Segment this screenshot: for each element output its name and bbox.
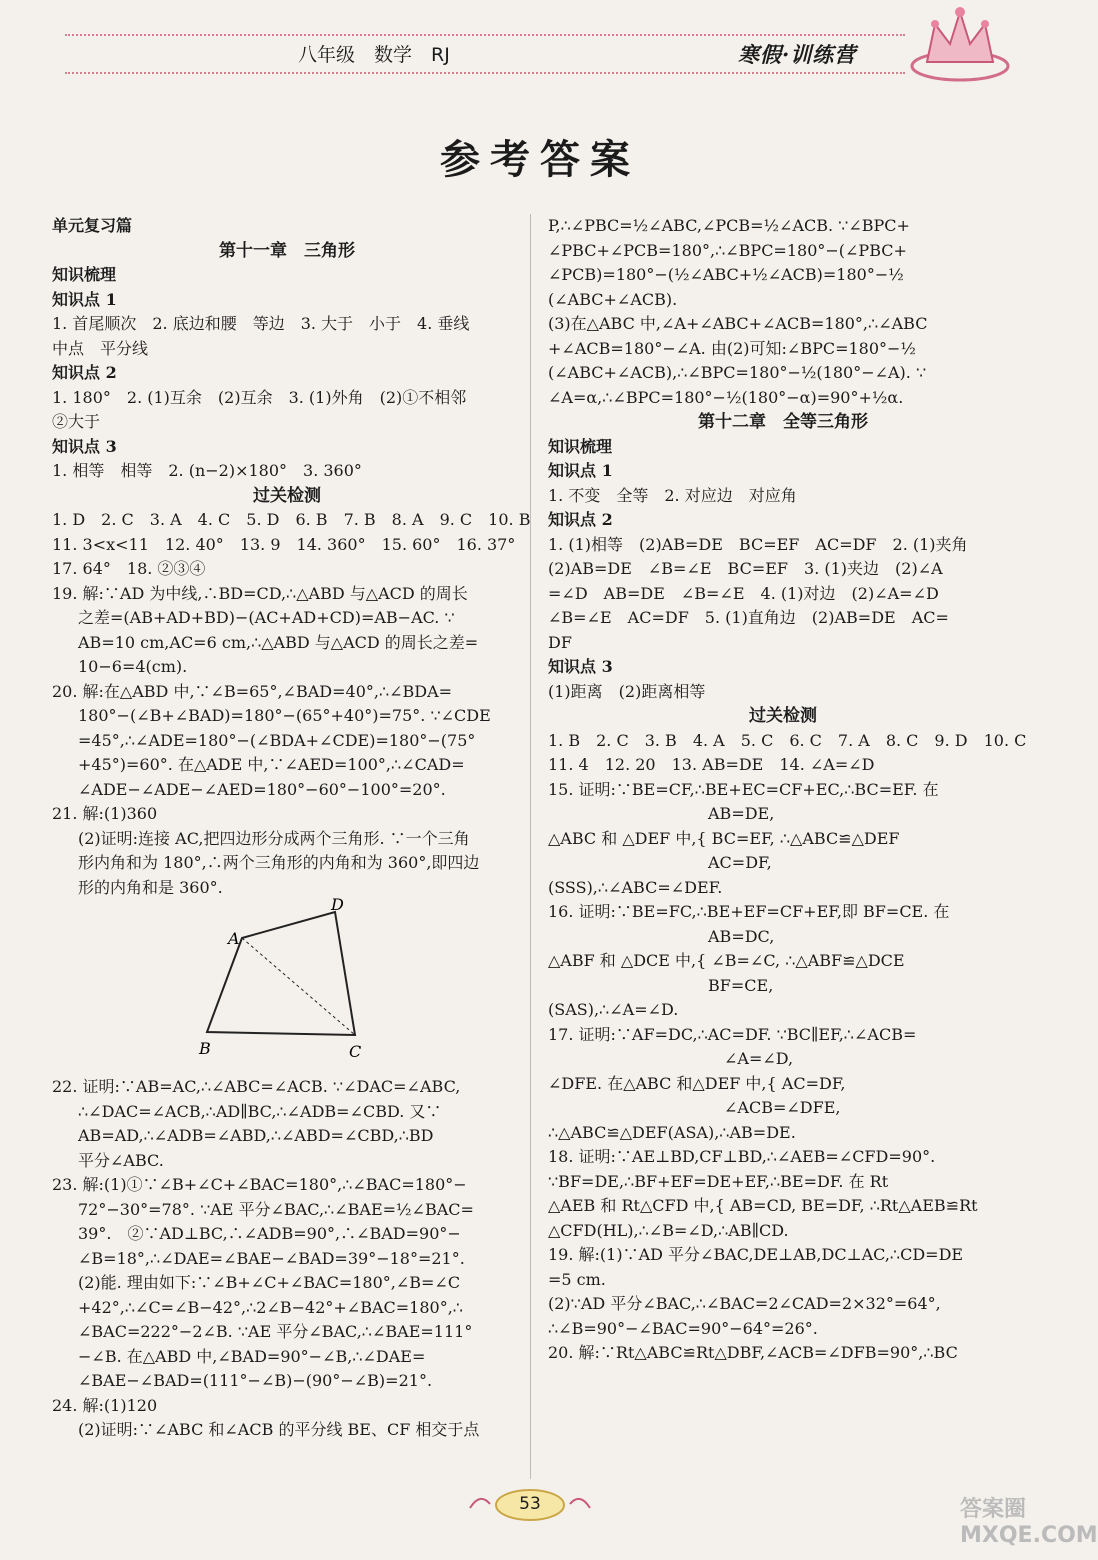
answer-line: ∠BAC=222°−2∠B. ∵AE 平分∠BAC,∴∠BAE=111° (78, 1322, 473, 1341)
answer-line: ∠DFE. 在△ABC 和△DEF 中,{ AC=DF, (548, 1073, 846, 1093)
answer-line: (1)距离 (2)距离相等 (548, 681, 706, 701)
page-title: 参考答案 (440, 136, 640, 183)
answer-line: =45°,∴∠ADE=180°−(∠BDA+∠CDE)=180°−(75° (78, 730, 476, 750)
answer-line: −∠B. 在△ABD 中,∠BAD=90°−∠B,∴∠DAE= (78, 1346, 426, 1366)
answer-line: ∠A=α,∴∠BPC=180°−½(180°−α)=90°+½α. (548, 387, 904, 407)
answer-line: BF=CE, (548, 975, 774, 995)
answer-line: 1. 相等 相等 2. (n−2)×180° 3. 360° (52, 461, 362, 480)
page-number: 53 (519, 1494, 541, 1514)
answer-line: 1. B 2. C 3. B 4. A 5. C 6. C 7. A 8. C 9. D 10. C (548, 730, 1027, 750)
answer-line: ∠PCB)=180°−(½∠ABC+½∠ACB)=180°−½ (548, 265, 904, 284)
answer-line: 知识点 2 (548, 510, 613, 529)
answer-line: 中点 平分线 (52, 338, 149, 358)
answer-line: ∠B=18°,∴∠DAE=∠BAE−∠BAD=39°−18°=21°. (78, 1248, 465, 1268)
watermark-text: 答案圈 MXQE.COM (960, 1497, 1098, 1548)
answer-line: +45°)=60°. 在△ADE 中,∵∠AED=100°,∴∠CAD= (78, 755, 465, 774)
answer-line: =∠D AB=DE ∠B=∠E 4. (1)对边 (2)∠A=∠D (548, 583, 939, 603)
answer-line: 知识点 1 (52, 289, 117, 309)
answer-line: ∴∠DAC=∠ACB,∴AD∥BC,∴∠ADB=∠CBD. 又∵ (78, 1101, 442, 1121)
answer-line: △ABC 和 △DEF 中,{ BC=EF, ∴△ABC≌△DEF (548, 828, 900, 848)
answer-line: 知识点 1 (548, 461, 613, 480)
answer-line: 24. 解:(1)120 (52, 1395, 158, 1415)
answer-line: 18. 证明:∵AE⊥BD,CF⊥BD,∴∠AEB=∠CFD=90°. (548, 1147, 936, 1166)
answer-line: ∴∠B=90°−∠BAC=90°−64°=26°. (548, 1318, 818, 1338)
header-dotted-line (65, 34, 905, 36)
answer-line: 15. 证明:∵BE=CF,∴BE+EC=CF+EC,∴BC=EF. 在 (548, 779, 939, 799)
right-column (548, 214, 1027, 1366)
answer-line: ∠A=∠D, (548, 1049, 794, 1068)
answer-line: 17. 证明:∵AF=DC,∴AC=DF. ∵BC∥EF,∴∠ACB= (548, 1024, 917, 1044)
answer-line: 39°. ②∵AD⊥BC,∴∠ADB=90°,∴∠BAD=90°− (78, 1224, 461, 1243)
answer-line: 17. 64° 18. ②③④ (52, 559, 206, 578)
answer-line: (2)AB=DE ∠B=∠E BC=EF 3. (1)夹边 (2)∠A (548, 559, 943, 578)
answer-line: 第十一章 三角形 (219, 240, 355, 261)
diagonal-ac (242, 938, 355, 1035)
answer-line: AC=DF, (548, 853, 772, 872)
answer-line: 11. 3<x<11 12. 40° 13. 9 14. 360° 15. 60° 16. 37° (52, 534, 516, 554)
vertex-label-c: C (349, 1042, 362, 1061)
vertex-label-a: A (228, 929, 240, 948)
answer-line: (2)∵AD 平分∠BAC,∴∠BAC=2∠CAD=2×32°=64°, (548, 1294, 941, 1313)
answer-line: (SAS),∴∠A=∠D. (548, 1000, 679, 1019)
answer-line: 20. 解:∵Rt△ABC≌Rt△DBF,∠ACB=∠DFB=90°,∴BC (548, 1343, 958, 1362)
answer-line: 知识点 2 (52, 363, 117, 382)
answer-line: 单元复习篇 (52, 216, 133, 235)
answer-line: +∠ACB=180°−∠A. 由(2)可知:∠BPC=180°−½ (548, 338, 916, 358)
answer-line: 16. 证明:∵BE=FC,∴BE+EF=CF+EF,即 BF=CE. 在 (548, 902, 950, 921)
answer-line: 过关检测 (253, 485, 321, 506)
page-header (0, 0, 1080, 95)
left-column (52, 214, 531, 1443)
quadrilateral-figure (52, 895, 522, 1075)
answer-line: AB=DE, (548, 804, 775, 823)
answer-line: 21. 解:(1)360 (52, 804, 158, 823)
answer-line: (2)能. 理由如下:∵∠B+∠C+∠BAC=180°,∠B=∠C (78, 1273, 461, 1292)
answer-line: (∠ABC+∠ACB). (548, 289, 678, 309)
answer-line: 形的内角和是 360°. (78, 877, 223, 897)
answer-line: 知识点 3 (548, 657, 613, 676)
vertex-label-b: B (199, 1039, 211, 1058)
answer-line: 平分∠ABC. (78, 1150, 164, 1170)
answer-line: (2)证明:连接 AC,把四边形分成两个三角形. ∵一个三角 (78, 828, 470, 848)
answer-line: 1. 不变 全等 2. 对应边 对应角 (548, 485, 797, 505)
answer-line: ②大于 (52, 412, 101, 431)
answer-line: ∠BAE−∠BAD=(111°−∠B)−(90°−∠B)=21°. (78, 1371, 433, 1390)
answer-line: +42°,∴∠C=∠B−42°,∴2∠B−42°+∠BAC=180°,∴ (78, 1297, 463, 1317)
answer-line: AB=10 cm,AC=6 cm,∴△ABD 与△ACD 的周长之差= (78, 632, 479, 652)
answer-line: P,∴∠PBC=½∠ABC,∠PCB=½∠ACB. ∵∠BPC+ (548, 216, 910, 235)
answer-line: △CFD(HL),∴∠B=∠D,∴AB∥CD. (548, 1220, 789, 1240)
answer-line: ∴△ABC≌△DEF(ASA),∴AB=DE. (548, 1122, 796, 1142)
answer-line: 1. D 2. C 3. A 4. C 5. D 6. B 7. B 8. A 9. C 10. B (52, 510, 531, 529)
column-divider (530, 214, 531, 1479)
answer-line: (∠ABC+∠ACB),∴∠BPC=180°−½(180°−∠A). ∵ (548, 363, 927, 382)
header-dotted-line (65, 72, 905, 74)
answer-line: ∠ACB=∠DFE, (548, 1098, 841, 1117)
vertex-label-d: D (331, 895, 344, 914)
answer-line: 72°−30°=78°. ∵AE 平分∠BAC,∴∠BAE=½∠BAC= (78, 1199, 474, 1219)
answer-line: △AEB 和 Rt△CFD 中,{ AB=CD, BE=DF, ∴Rt△AEB≌Rt (548, 1196, 978, 1215)
answer-line: AB=DC, (548, 926, 775, 946)
answer-line: 1. (1)相等 (2)AB=DE BC=EF AC=DF 2. (1)夹角 (548, 534, 968, 554)
header-grade-subject: 八年级 数学 RJ (298, 44, 450, 66)
answer-line: (2)证明:∵∠ABC 和∠ACB 的平分线 BE、CF 相交于点 (78, 1420, 480, 1439)
crown-logo-icon (905, 2, 1015, 90)
answer-line: 22. 证明:∵AB=AC,∴∠ABC=∠ACB. ∵∠DAC=∠ABC, (52, 1077, 461, 1096)
answer-line: 之差=(AB+AD+BD)−(AC+AD+CD)=AB−AC. ∵ (78, 608, 455, 627)
answer-line: 180°−(∠B+∠BAD)=180°−(65°+40°)=75°. ∵∠CDE (78, 706, 491, 725)
answer-line: DF (548, 632, 572, 652)
answer-line: 知识梳理 (52, 265, 117, 284)
answer-line: 形内角和为 180°,∴两个三角形的内角和为 360°,即四边 (78, 853, 480, 872)
header-series-title: 寒假·训练营 (738, 42, 857, 67)
answer-line: ∠ADE−∠ADE−∠AED=180°−60°−100°=20°. (78, 779, 446, 799)
answer-line: 10−6=4(cm). (78, 657, 188, 676)
answer-line: 知识点 3 (52, 436, 117, 456)
answer-line: 20. 解:在△ABD 中,∵∠B=65°,∠BAD=40°,∴∠BDA= (52, 681, 453, 701)
answer-line: (3)在△ABC 中,∠A+∠ABC+∠ACB=180°,∴∠ABC (548, 314, 928, 333)
answer-line: 23. 解:(1)①∵∠B+∠C+∠BAC=180°,∴∠BAC=180°− (52, 1175, 467, 1194)
answer-line: AB=AD,∴∠ADB=∠ABD,∴∠ABD=∠CBD,∴BD (78, 1126, 434, 1145)
answer-line: (SSS),∴∠ABC=∠DEF. (548, 877, 723, 897)
answer-line: 19. 解:(1)∵AD 平分∠BAC,DE⊥AB,DC⊥AC,∴CD=DE (548, 1245, 964, 1264)
answer-line: 19. 解:∵AD 为中线,∴BD=CD,∴△ABD 与△ACD 的周长 (52, 583, 468, 603)
answer-line: 知识梳理 (548, 436, 613, 456)
answer-line: =5 cm. (548, 1269, 606, 1289)
answer-line: ∠B=∠E AC=DF 5. (1)直角边 (2)AB=DE AC= (548, 608, 949, 627)
answer-line: 第十二章 全等三角形 (698, 412, 868, 432)
answer-line: 过关检测 (749, 706, 817, 726)
answer-line: ∵BF=DE,∴BF+EF=DE+EF,∴BE=DF. 在 Rt (548, 1171, 889, 1191)
answer-line: △ABF 和 △DCE 中,{ ∠B=∠C, ∴△ABF≌△DCE (548, 951, 905, 970)
answer-line: 11. 4 12. 20 13. AB=DE 14. ∠A=∠D (548, 755, 875, 774)
answer-line: ∠PBC+∠PCB=180°,∴∠BPC=180°−(∠PBC+ (548, 240, 907, 260)
answer-line: 1. 180° 2. (1)互余 (2)互余 3. (1)外角 (2)①不相邻 (52, 387, 467, 407)
answer-line: 1. 首尾顺次 2. 底边和腰 等边 3. 大于 小于 4. 垂线 (52, 314, 470, 333)
